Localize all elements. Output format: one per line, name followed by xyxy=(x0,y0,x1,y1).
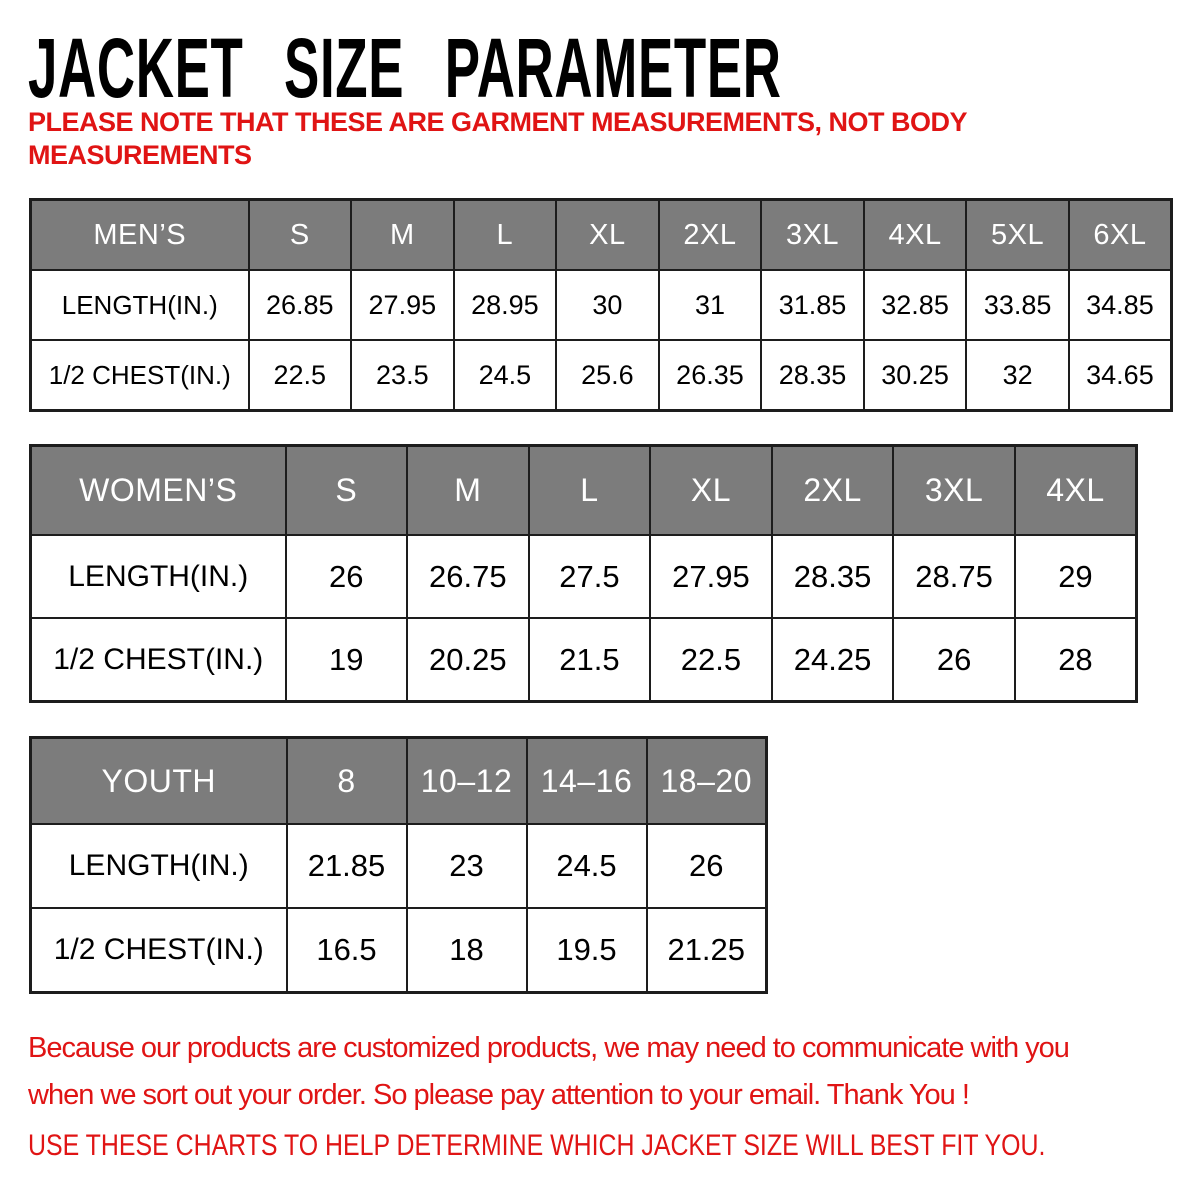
size-col-header: 3XL xyxy=(761,200,864,271)
size-value-cell: 18 xyxy=(407,908,527,993)
size-col-header: 3XL xyxy=(893,446,1015,536)
size-value-cell: 28 xyxy=(1015,618,1137,702)
youth-row-length xyxy=(31,824,767,908)
fit-guide-line: USE THESE CHARTS TO HELP DETERMINE WHICH JACKET SIZE WILL BEST FIT YOU. xyxy=(28,1129,1046,1162)
page-title: JACKET SIZE PARAMETER xyxy=(28,21,782,115)
row-label: LENGTH(IN.) xyxy=(31,535,286,618)
mens-header-row xyxy=(31,200,1172,271)
size-value-cell: 27.95 xyxy=(650,535,772,618)
size-col-header: 4XL xyxy=(864,200,967,271)
size-value-cell: 34.65 xyxy=(1069,340,1172,411)
mens-row-length xyxy=(31,270,1172,340)
size-value-cell: 22.5 xyxy=(249,340,352,411)
size-value-cell: 23.5 xyxy=(351,340,454,411)
size-col-header: M xyxy=(407,446,529,536)
row-label: LENGTH(IN.) xyxy=(31,270,249,340)
size-col-header: 2XL xyxy=(772,446,894,536)
size-value-cell: 23 xyxy=(407,824,527,908)
customization-notice: Because our products are customized products, we may need to communicate with you when we sort out your order. So please pay attention to your email. Thank You ! xyxy=(28,1032,1069,1111)
size-value-cell: 29 xyxy=(1015,535,1137,618)
size-value-cell: 28.75 xyxy=(893,535,1015,618)
size-value-cell: 34.85 xyxy=(1069,270,1172,340)
size-value-cell: 24.5 xyxy=(527,824,647,908)
size-value-cell: 24.25 xyxy=(772,618,894,702)
youth-size-table xyxy=(29,736,768,994)
size-col-header: S xyxy=(286,446,408,536)
youth-header-row xyxy=(31,738,767,825)
size-value-cell: 27.5 xyxy=(529,535,651,618)
size-value-cell: 25.6 xyxy=(556,340,659,411)
mens-row-half-chest xyxy=(31,340,1172,411)
mens-size-table xyxy=(29,198,1173,412)
size-col-header: 6XL xyxy=(1069,200,1172,271)
size-col-header: S xyxy=(249,200,352,271)
size-col-header: XL xyxy=(650,446,772,536)
youth-table-title: YOUTH xyxy=(31,738,287,825)
size-value-cell: 31.85 xyxy=(761,270,864,340)
size-value-cell: 21.5 xyxy=(529,618,651,702)
youth-row-half-chest xyxy=(31,908,767,993)
size-value-cell: 30.25 xyxy=(864,340,967,411)
womens-row-half-chest xyxy=(31,618,1137,702)
size-value-cell: 26 xyxy=(893,618,1015,702)
size-col-header: 5XL xyxy=(966,200,1069,271)
size-col-header: XL xyxy=(556,200,659,271)
size-value-cell: 22.5 xyxy=(650,618,772,702)
size-value-cell: 26 xyxy=(286,535,408,618)
womens-size-table xyxy=(29,444,1138,703)
garment-measurement-note: PLEASE NOTE THAT THESE ARE GARMENT MEASUREMENTS, NOT BODY MEASUREMENTS xyxy=(28,107,967,170)
size-value-cell: 26.35 xyxy=(659,340,762,411)
row-label: 1/2 CHEST(IN.) xyxy=(31,340,249,411)
size-value-cell: 32 xyxy=(966,340,1069,411)
size-value-cell: 28.35 xyxy=(772,535,894,618)
size-col-header: 2XL xyxy=(659,200,762,271)
size-value-cell: 26 xyxy=(647,824,767,908)
size-value-cell: 33.85 xyxy=(966,270,1069,340)
size-col-header: 14–16 xyxy=(527,738,647,825)
size-value-cell: 16.5 xyxy=(287,908,407,993)
row-label: LENGTH(IN.) xyxy=(31,824,287,908)
womens-table-title: WOMEN’S xyxy=(31,446,286,536)
size-value-cell: 19.5 xyxy=(527,908,647,993)
size-col-header: 8 xyxy=(287,738,407,825)
size-value-cell: 21.25 xyxy=(647,908,767,993)
size-value-cell: 27.95 xyxy=(351,270,454,340)
size-value-cell: 26.75 xyxy=(407,535,529,618)
mens-table-title: MEN’S xyxy=(31,200,249,271)
size-value-cell: 32.85 xyxy=(864,270,967,340)
size-col-header: 4XL xyxy=(1015,446,1137,536)
size-col-header: L xyxy=(529,446,651,536)
size-value-cell: 28.95 xyxy=(454,270,557,340)
size-value-cell: 20.25 xyxy=(407,618,529,702)
womens-header-row xyxy=(31,446,1137,536)
size-value-cell: 19 xyxy=(286,618,408,702)
size-value-cell: 24.5 xyxy=(454,340,557,411)
size-value-cell: 30 xyxy=(556,270,659,340)
size-col-header: 10–12 xyxy=(407,738,527,825)
size-value-cell: 26.85 xyxy=(249,270,352,340)
size-value-cell: 21.85 xyxy=(287,824,407,908)
size-col-header: M xyxy=(351,200,454,271)
size-col-header: 18–20 xyxy=(647,738,767,825)
size-value-cell: 31 xyxy=(659,270,762,340)
row-label: 1/2 CHEST(IN.) xyxy=(31,908,287,993)
size-col-header: L xyxy=(454,200,557,271)
womens-row-length xyxy=(31,535,1137,618)
size-value-cell: 28.35 xyxy=(761,340,864,411)
row-label: 1/2 CHEST(IN.) xyxy=(31,618,286,702)
